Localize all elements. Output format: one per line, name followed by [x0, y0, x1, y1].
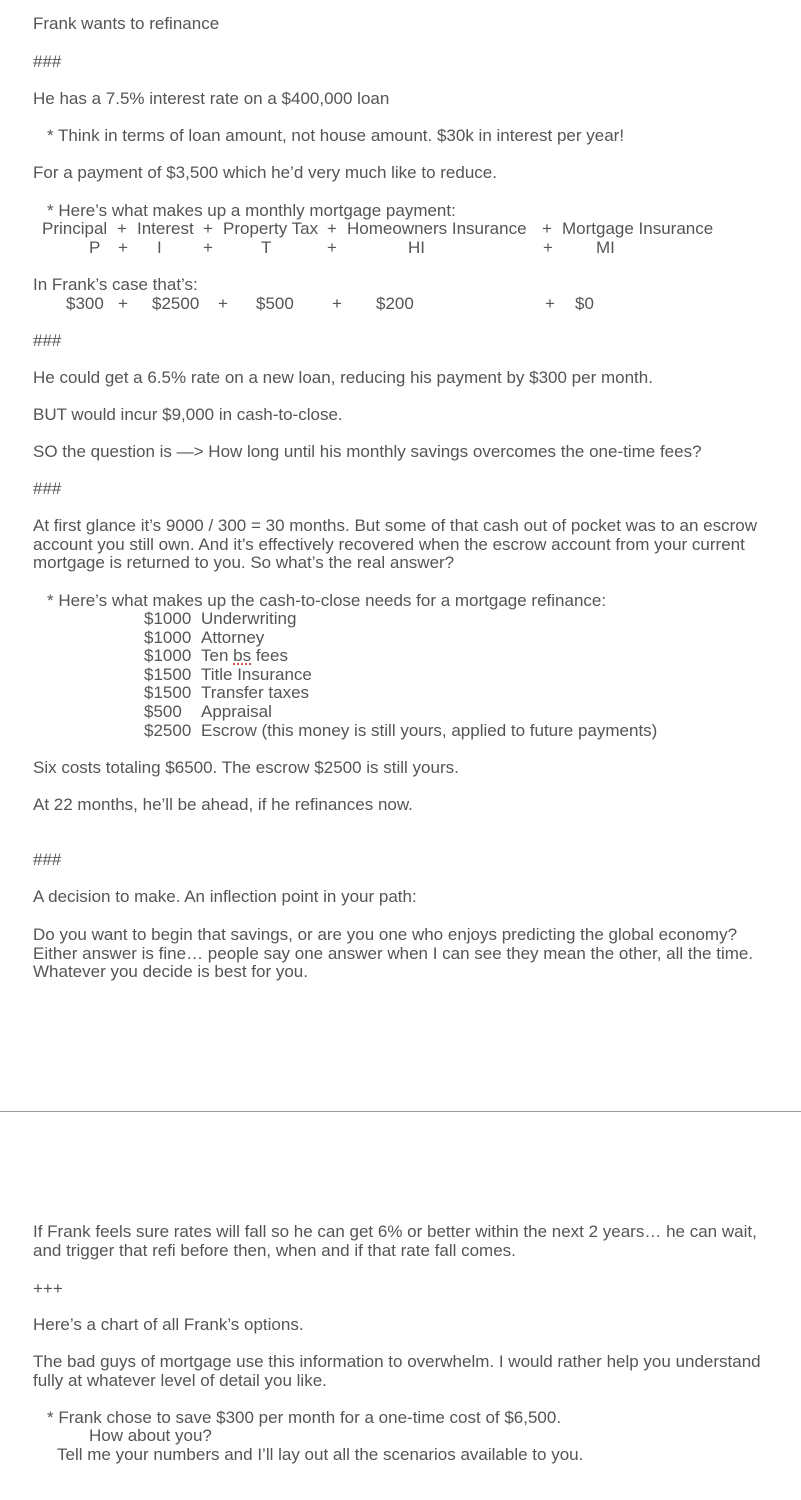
cost-description: Escrow (this money is still yours, applied to future payments): [201, 721, 658, 740]
section-separator: ###: [33, 850, 62, 869]
component-homeowners-insurance: Homeowners Insurance: [347, 219, 527, 238]
abbrev-p: P: [89, 238, 101, 257]
frank-chose-bullet: * Frank chose to save $300 per month for a one-time cost of $6,500.: [47, 1408, 562, 1427]
amount-principal: $300: [66, 294, 104, 313]
plus-sign: +: [218, 294, 228, 313]
cost-amount: $1000: [144, 609, 192, 628]
six-costs-line: Six costs totaling $6500. The escrow $2500 is still yours.: [33, 758, 459, 777]
cost-amount: $2500: [144, 721, 192, 740]
decision-line: A decision to make. An inflection point in your path:: [33, 887, 417, 906]
plus-sign: +: [118, 238, 128, 257]
cost-amount: $1000: [144, 628, 192, 647]
cost-description: Underwriting: [201, 609, 297, 628]
spellcheck-underline: bs: [233, 646, 252, 665]
cost-amount: $1500: [144, 665, 192, 684]
months-line: At 22 months, he’ll be ahead, if he refinances now.: [33, 795, 413, 814]
component-property-tax: Property Tax: [223, 219, 319, 238]
abbrev-t: T: [261, 238, 272, 257]
section-separator: ###: [33, 331, 62, 350]
section-separator: +++: [33, 1279, 63, 1298]
plus-sign: +: [542, 219, 552, 238]
amount-interest: $2500: [152, 294, 200, 313]
cost-description: Title Insurance: [201, 665, 312, 684]
document-title: Frank wants to refinance: [33, 14, 220, 33]
plus-sign: +: [327, 238, 337, 257]
plus-sign: +: [545, 294, 555, 313]
plus-sign: +: [543, 238, 553, 257]
rate-line: He has a 7.5% interest rate on a $400,000 loan: [33, 89, 390, 108]
savings-paragraph: Do you want to begin that savings, or are you one who enjoys predicting the global economy? Either answer is fine… people say one answer when I can see they mean the other, all the time. Whatever you decide is best for you.: [33, 925, 754, 982]
new-rate-line: He could get a 6.5% rate on a new loan, reducing his payment by $300 per month.: [33, 368, 653, 387]
cost-amount: $1500: [144, 683, 192, 702]
component-principal: Principal: [42, 219, 108, 238]
component-mortgage-insurance: Mortgage Insurance: [562, 219, 714, 238]
abbrev-mi: MI: [596, 238, 615, 257]
section-separator: ###: [33, 52, 62, 71]
abbrev-hi: HI: [408, 238, 425, 257]
abbrev-i: I: [157, 238, 162, 257]
plus-sign: +: [332, 294, 342, 313]
page-divider: [0, 1111, 801, 1112]
how-about-you: How about you?: [89, 1426, 212, 1445]
amount-homeowners-insurance: $200: [376, 294, 414, 313]
first-glance-paragraph: At first glance it’s 9000 / 300 = 30 months. But some of that cash out of pocket was to an escrow account you still own. And it’s effectively recovered when the escrow account from your current mortgage is returned to you. So what’s the real answer?: [33, 516, 758, 573]
section-separator: ###: [33, 479, 62, 498]
rates-paragraph: If Frank feels sure rates will fall so he can get 6% or better within the next 2 years… he can wait, and trigger that refi before then, when and if that rate fall comes.: [33, 1222, 757, 1260]
tell-me-line: Tell me your numbers and I’ll lay out all the scenarios available to you.: [57, 1445, 584, 1464]
bad-guys-paragraph: The bad guys of mortgage use this information to overwhelm. I would rather help you understand fully at whatever level of detail you like.: [33, 1352, 761, 1390]
cash-to-close-bullet: * Here’s what makes up the cash-to-close needs for a mortgage refinance:: [47, 591, 607, 610]
cash-to-close-line: BUT would incur $9,000 in cash-to-close.: [33, 405, 343, 424]
think-bullet: * Think in terms of loan amount, not house amount. $30k in interest per year!: [47, 126, 625, 145]
makeup-bullet: * Here’s what makes up a monthly mortgage payment:: [47, 201, 456, 220]
cost-description: Transfer taxes: [201, 683, 310, 702]
amount-mortgage-insurance: $0: [575, 294, 594, 313]
chart-line: Here’s a chart of all Frank’s options.: [33, 1315, 304, 1334]
cost-description: Attorney: [201, 628, 265, 647]
plus-sign: +: [203, 238, 213, 257]
cost-description: Appraisal: [201, 702, 272, 721]
question-line: SO the question is —> How long until his monthly savings overcomes the one-time fees?: [33, 442, 702, 461]
component-interest: Interest: [137, 219, 194, 238]
amount-property-tax: $500: [256, 294, 294, 313]
cost-amount: $500: [144, 702, 182, 721]
cost-description: Ten bs fees: [201, 646, 288, 665]
frank-case-label: In Frank’s case that’s:: [33, 275, 198, 294]
payment-line: For a payment of $3,500 which he’d very much like to reduce.: [33, 163, 497, 182]
cost-amount: $1000: [144, 646, 192, 665]
plus-sign: +: [327, 219, 337, 238]
plus-sign: +: [203, 219, 213, 238]
plus-sign: +: [118, 294, 128, 313]
plus-sign: +: [117, 219, 127, 238]
